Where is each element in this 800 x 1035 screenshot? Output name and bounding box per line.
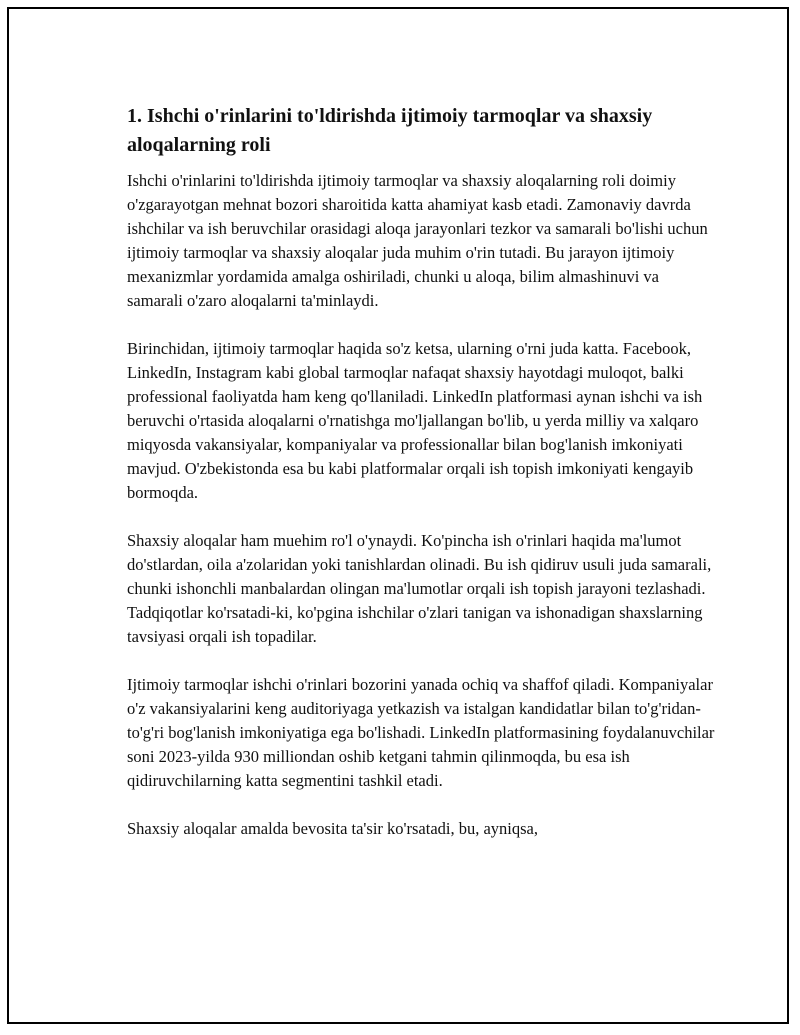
paragraph-2: Birinchidan, ijtimoiy tarmoqlar haqida so'z ketsa, ularning o'rni juda katta. Facebook, LinkedIn, Instagram kabi global tarmoqlar nafaqat shaxsiy hayotdagi muloqot, balki professional faoliyatda ham keng qo'llaniladi. LinkedIn platformasi aynan ishchi va ish beruvchi o'rtasida aloqalarni o'rnatishga mo'ljallangan bo'lib, u yerda milliy va xalqaro miqyosda vakansiyalar, kompaniyalar va professionallar bilan bog'lanish imkoniyati mavjud. O'zbekistonda esa bu kabi platformalar orqali ish topish imkoniyati kengayib bormoqda.: [127, 339, 703, 502]
paragraph-3: Shaxsiy aloqalar ham muehim ro'l o'ynaydi. Ko'pincha ish o'rinlari haqida ma'lumot do'stlardan, oila a'zolaridan yoki tanishlardan olinadi. Bu ish qidiruv usuli juda samarali, chunki ishonchli manbalardan olingan ma'lumotlar orqali ish topish jarayoni tezlashadi. Tadqiqotlar ko'rsatadi-ki, ko'pgina ishchilar o'zlari tanigan va ishonadigan shaxslarning tavsiyasi orqali ish topadilar.: [127, 531, 712, 646]
document-body: [127, 102, 717, 865]
paragraph-4: Ijtimoiy tarmoqlar ishchi o'rinlari bozorini yanada ochiq va shaffof qiladi. Kompaniyalar o'z vakansiyalarini keng auditoriyaga yetkazish va istalgan kandidatlar bilan to'g'ridan-to'g'ri bog'lanish imkoniyatiga ega bo'lishadi. LinkedIn platformasining foydalanuvchilar soni 2023-yilda 930 milliondan oshib ketgani tahmin qilinmoqda, bu esa ish qidiruvchilarning katta segmentini tashkil etadi.: [127, 675, 715, 790]
page-frame: [7, 7, 789, 1024]
paragraph-1: Ishchi o'rinlarini to'ldirishda ijtimoiy tarmoqlar va shaxsiy aloqalarning roli doimiy o'zgarayotgan mehnat bozori sharoitida katta ahamiyat kasb etadi. Zamonaviy davrda ishchilar va ish beruvchilar orasidagi aloqa jarayonlari tezkor va samarali bo'lishi uchun ijtimoiy tarmoqlar va shaxsiy aloqalar juda muhim o'rin tutadi. Bu jarayon ijtimoiy mexanizmlar yordamida amalga oshiriladi, chunki u aloqa, bilim almashinuvi va samarali o'zaro aloqalarni ta'minlaydi.: [127, 171, 708, 310]
paragraph-5: Shaxsiy aloqalar amalda bevosita ta'sir ko'rsatadi, bu, ayniqsa,: [127, 819, 539, 838]
section-heading: 1. Ishchi o'rinlarini to'ldirishda ijtimoiy tarmoqlar va shaxsiy aloqalarning roli: [127, 105, 653, 156]
